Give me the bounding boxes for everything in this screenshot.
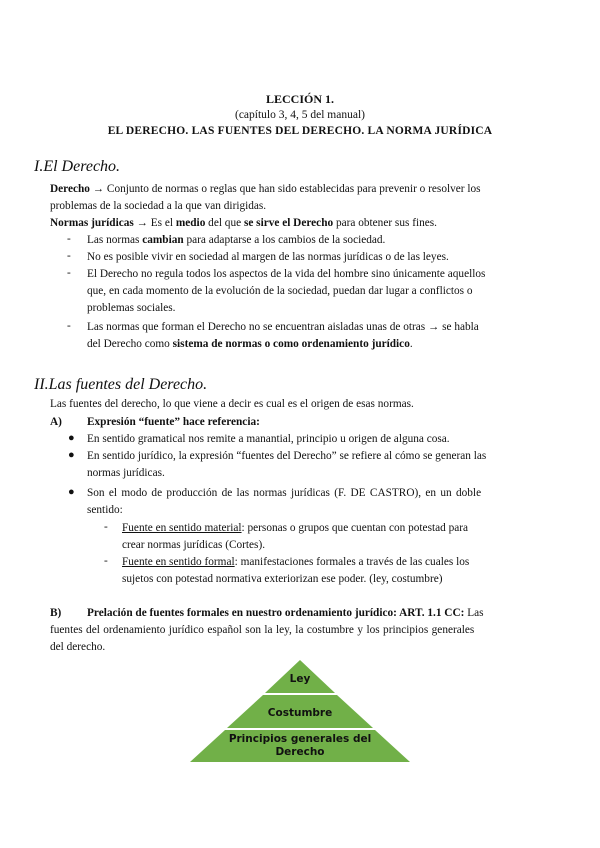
normas-text: Es el xyxy=(150,217,174,229)
normas-juridicas-line xyxy=(50,215,437,232)
bullet-item-line: normas jurídicas. xyxy=(87,467,165,479)
list-item xyxy=(87,232,385,249)
subsection-b-title: Prelación de fuentes formales en nuestro ordenamiento jurídico: ART. 1.1 CC: xyxy=(87,607,465,619)
normas-sirve: se sirve el Derecho xyxy=(243,217,334,229)
fuente-material-term: Fuente en sentido material xyxy=(122,522,242,534)
subsection-a-label xyxy=(50,414,62,431)
list-item-line: que, en cada momento de la evolución de la sociedad, puedan dar lugar a conflictos o xyxy=(87,285,473,297)
section-1-title: I.El Derecho. xyxy=(34,158,121,175)
pyramid-label-principios-2: Derecho xyxy=(275,746,325,758)
subsection-b-text-line: del derecho. xyxy=(50,641,106,653)
sub-item-line: crear normas jurídicas (Cortes). xyxy=(122,539,266,551)
list-bold: cambian xyxy=(142,234,184,246)
lesson-subtitle: (capítulo 3, 4, 5 del manual) xyxy=(235,109,365,121)
bullet-item-line: sentido: xyxy=(87,504,123,516)
normas-text: para obtener sus fines. xyxy=(335,217,437,229)
normas-text: del que xyxy=(208,217,242,229)
fuente-formal-term: Fuente en sentido formal xyxy=(122,556,235,568)
subsection-a-title xyxy=(87,414,260,431)
list-text: del Derecho como xyxy=(87,338,170,350)
dash-bullet: - xyxy=(67,250,71,262)
list-text: para adaptarse a los cambios de la sociedad. xyxy=(186,234,386,246)
dash-bullet: - xyxy=(104,555,108,567)
pyramid-label-principios-1: Principios generales del xyxy=(228,733,372,745)
subsection-a-letter: A) xyxy=(50,416,62,428)
pyramid-label-costumbre: Costumbre xyxy=(267,707,333,719)
bullet-item-line: En sentido jurídico, la expresión “fuentes del Derecho” se refiere al cómo se generan las xyxy=(87,450,487,462)
dash-bullet: - xyxy=(67,233,71,245)
derecho-term: Derecho xyxy=(50,183,90,195)
lesson-heading: EL DERECHO. LAS FUENTES DEL DERECHO. LA NORMA JURÍDICA xyxy=(107,125,493,137)
dash-bullet: - xyxy=(67,267,71,279)
bullet-dot: ● xyxy=(68,449,75,461)
dash-bullet: - xyxy=(104,521,108,533)
bullet-dot: ● xyxy=(68,486,75,498)
normas-term: Normas jurídicas xyxy=(50,217,134,229)
derecho-definition-line-1 xyxy=(50,181,555,198)
subsection-b-label xyxy=(50,605,61,622)
list-item-line: Las normas que forman el Derecho no se encuentran aisladas unas de otras → se habla xyxy=(87,321,479,333)
list-text: Las normas xyxy=(87,234,140,246)
subsection-a-title-text: Expresión “fuente” hace referencia: xyxy=(87,416,260,428)
pyramid-label-ley: Ley xyxy=(289,673,311,685)
list-bold: sistema de normas o como ordenamiento jurídico xyxy=(172,338,410,350)
list-item-line: El Derecho no regula todos los aspectos de la vida del hombre sino únicamente aquellos xyxy=(87,268,486,280)
sub-item-text: : manifestaciones formales a través de las cuales los xyxy=(234,556,470,568)
bullet-item: En sentido gramatical nos remite a manantial, principio u origen de alguna cosa. xyxy=(87,433,450,445)
dash-bullet: - xyxy=(67,320,71,332)
subsection-b-text-line: fuentes del ordenamiento jurídico español son la ley, la costumbre y los principios generales xyxy=(50,624,475,636)
lesson-title: LECCIÓN 1. xyxy=(265,92,334,106)
section-2-title: II.Las fuentes del Derecho. xyxy=(34,376,208,393)
arrow: → xyxy=(136,217,148,229)
list-item-line: problemas sociales. xyxy=(87,302,176,314)
subsection-b-text: Las xyxy=(467,607,484,619)
subsection-b-title-line xyxy=(87,605,484,622)
derecho-definition-text: Conjunto de normas o reglas que han sido establecidas para prevenir o resolver los xyxy=(106,183,481,195)
sub-item-line xyxy=(122,520,468,537)
sub-item-line: sujetos con potestad normativa exteriorizan ese poder. (ley, costumbre) xyxy=(122,573,443,585)
sources-pyramid xyxy=(170,658,430,764)
normas-medio: medio xyxy=(175,217,206,229)
subsection-b-letter: B) xyxy=(50,607,62,619)
bullet-item-line: Son el modo de producción de las normas jurídicas (F. DE CASTRO), en un doble xyxy=(87,487,482,499)
list-item: No es posible vivir en sociedad al margen de las normas jurídicas o de las leyes. xyxy=(87,251,449,263)
bullet-dot: ● xyxy=(68,432,75,444)
sub-item-text: : personas o grupos que cuentan con potestad para xyxy=(241,522,469,534)
arrow: → xyxy=(92,183,105,195)
list-text: . xyxy=(409,338,413,350)
derecho-definition-line-2: problemas de la sociedad a la que van dirigidas. xyxy=(50,200,267,212)
sub-item-line xyxy=(122,554,469,571)
section-2-intro: Las fuentes del derecho, lo que viene a decir es cual es el origen de esas normas. xyxy=(50,398,414,410)
list-item-line xyxy=(87,336,413,353)
